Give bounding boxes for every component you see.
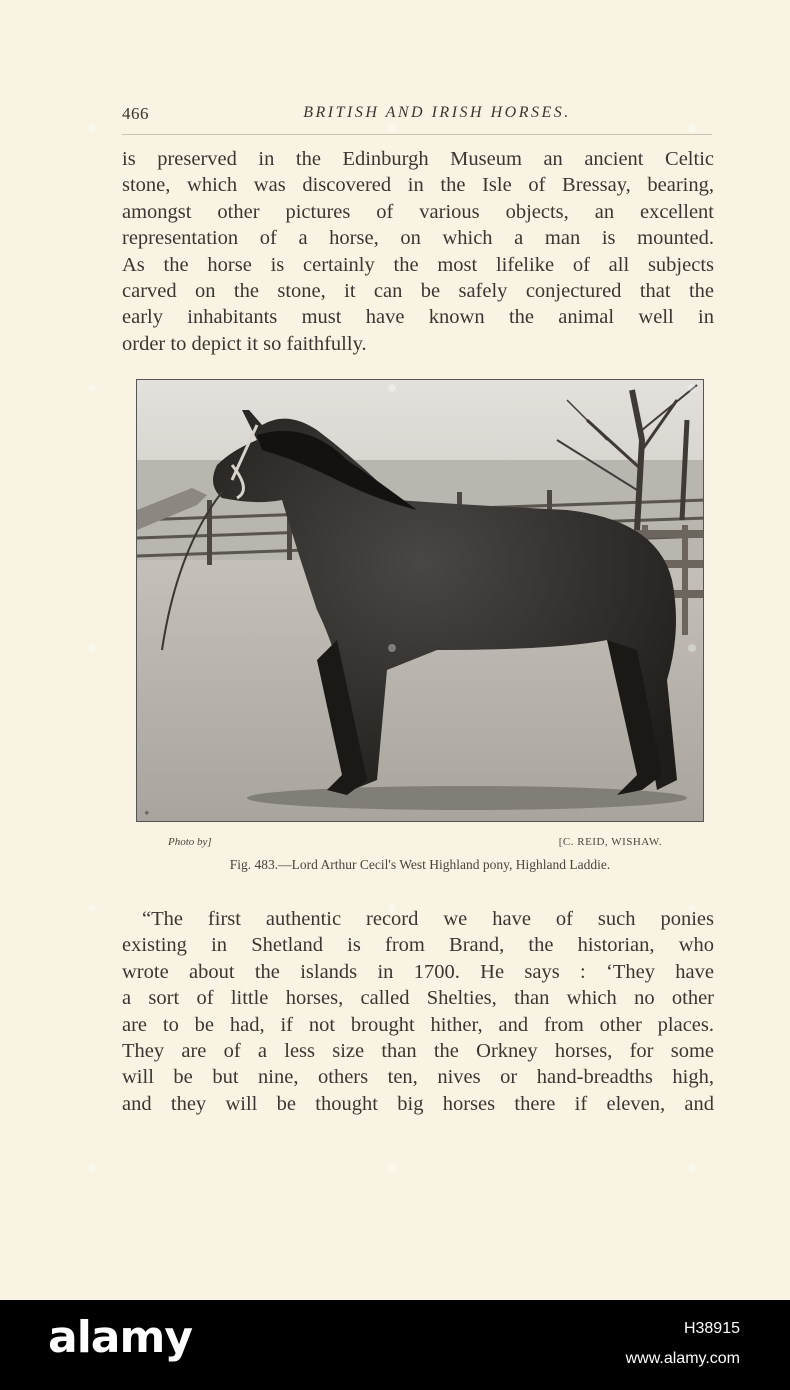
paragraph-1 (122, 146, 714, 357)
text-line: order to depict it so faithfully. (122, 332, 367, 355)
alamy-logo: alamy (48, 1312, 192, 1363)
header-rule (122, 134, 712, 135)
text-line: is preserved in the Edinburgh Museum an ancient Celtic (122, 148, 714, 170)
photographer-credit: [C. REID, WISHAW. (558, 836, 662, 848)
text-line: “The first authentic record we have of such ponies (142, 908, 714, 930)
photo-credit-label: Photo by] (168, 836, 212, 848)
text-line: wrote about the islands in 1700. He says : ‘They have (122, 960, 714, 983)
text-line: As the horse is certainly the most lifelike of all subjects (122, 253, 714, 276)
text-line: stone, which was discovered in the Isle of Bressay, bearing, (122, 174, 714, 197)
text-line: will be but nine, others ten, nives or hand-breadths high, (122, 1066, 714, 1089)
text-line: amongst other pictures of various objects, an excellent (122, 200, 714, 223)
text-line: They are of a less size than the Orkney horses, for some (122, 1040, 714, 1063)
figure-caption: Fig. 483.—Lord Arthur Cecil's West Highland pony, Highland Laddie. (229, 857, 611, 872)
page-number: 466 (122, 104, 149, 123)
site-url: www.alamy.com (625, 1350, 740, 1367)
paragraph-2 (122, 906, 714, 1117)
running-head (122, 104, 712, 130)
image-id: H38915 (683, 1320, 740, 1337)
text-line: and they will be thought big horses there if eleven, and (122, 1092, 714, 1115)
text-line: early inhabitants must have known the animal well in (122, 306, 714, 329)
text-line: representation of a horse, on which a man is mounted. (122, 227, 714, 250)
stock-footer-bar (0, 1300, 790, 1390)
text-line: existing in Shetland is from Brand, the historian, who (122, 934, 714, 957)
photo-credit (168, 836, 662, 854)
text-line: are to be had, if not brought hither, and from other places. (122, 1013, 714, 1036)
text-line: a sort of little horses, called Shelties, than which no other (122, 987, 714, 1010)
running-title: BRITISH AND IRISH HORSES. (303, 104, 571, 121)
pony-photograph (136, 379, 704, 822)
svg-text:✦: ✦ (143, 808, 151, 818)
text-line: carved on the stone, it can be safely conjectured that the (122, 280, 714, 303)
